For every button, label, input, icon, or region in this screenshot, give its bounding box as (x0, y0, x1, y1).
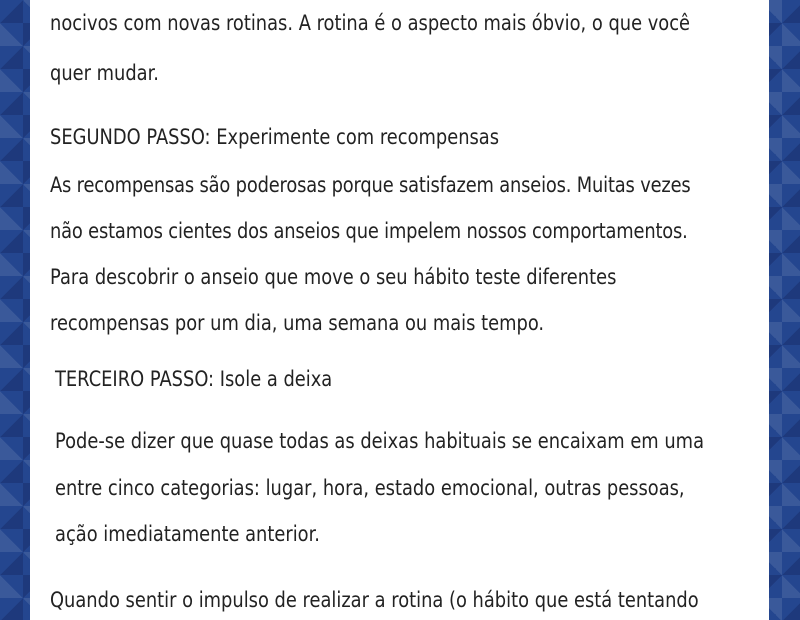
paragraph-line: nocivos com novas rotinas. A rotina é o aspecto mais óbvio, o que você (50, 11, 691, 35)
document-page (30, 0, 769, 620)
paragraph-line: Pode-se dizer que quase todas as deixas habituais se encaixam em uma (55, 429, 705, 453)
paragraph-line: Quando sentir o impulso de realizar a rotina (o hábito que está tentando (50, 588, 699, 612)
section-heading: SEGUNDO PASSO: Experimente com recompensas (50, 125, 500, 149)
section-heading: TERCEIRO PASSO: Isole a deixa (55, 367, 333, 391)
paragraph-line: não estamos cientes dos anseios que impelem nossos comportamentos. (50, 219, 688, 243)
paragraph-line: quer mudar. (50, 61, 159, 85)
paragraph-line: As recompensas são poderosas porque satisfazem anseios. Muitas vezes (50, 173, 691, 197)
paragraph-line: Para descobrir o anseio que move o seu hábito teste diferentes (50, 265, 617, 289)
paragraph-line: ação imediatamente anterior. (55, 522, 320, 546)
paragraph-line: entre cinco categorias: lugar, hora, estado emocional, outras pessoas, (55, 476, 685, 500)
paragraph-line: recompensas por um dia, uma semana ou mais tempo. (50, 311, 545, 335)
